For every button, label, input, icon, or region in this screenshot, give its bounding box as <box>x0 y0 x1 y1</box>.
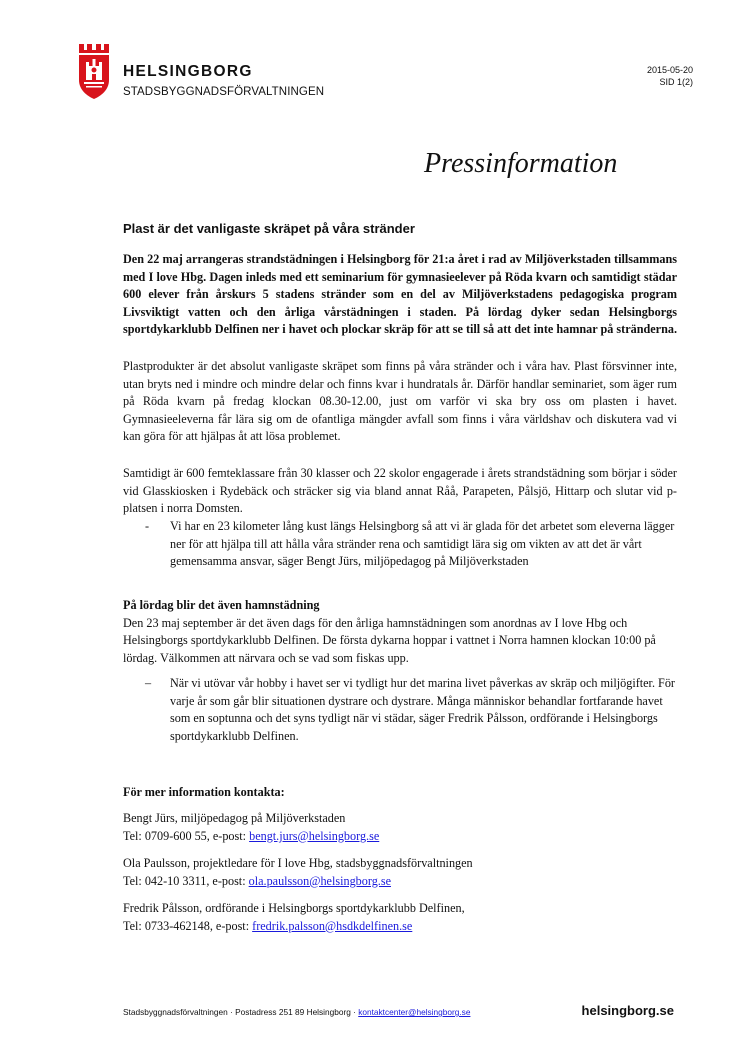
helsingborg-crown-shield-icon <box>77 44 111 100</box>
quote-1-dash: - <box>145 519 150 533</box>
contact-name: Ola Paulsson, projektledare för I love Hbg, stadsbyggnadsförvaltningen <box>123 856 473 870</box>
contact-phone-line <box>123 828 379 846</box>
contact-email-link[interactable]: ola.paulsson@helsingborg.se <box>248 873 391 888</box>
contacts-heading: För mer information kontakta: <box>123 785 285 799</box>
section-subheading: På lördag blir det även hamnstädning <box>123 598 320 612</box>
contact-email-link[interactable]: bengt.jurs@helsingborg.se <box>249 828 380 843</box>
quote-2-text: När vi utövar vår hobby i havet ser vi tydligt hur det marina livet påverkas av skräp och miljögifter. För varje år som går blir situationen dystrare och dystrare. Många människor behandlar fortfarande havet som en soptunna och det syns tydligt när vi städar, säger Fredrik Pålsson, ordförande i Helsingborgs sportdykarklubb Delfinen. <box>170 676 675 743</box>
body-paragraph-2: Samtidigt är 600 femteklassare från 30 klasser och 22 skolor engagerade i årets strandstädning som börjar i söder vid Glasskiosken i Rydebäck och sträcker sig via bland annat Råå, Parapeten, Pålsjö, Hittarp och slutar vid p-platsen i norra Domsten. <box>123 466 677 516</box>
contact-name: Bengt Jürs, miljöpedagog på Miljöverkstaden <box>123 811 346 825</box>
quote-2-dash: – <box>145 676 152 690</box>
headline: Plast är det vanligaste skräpet på våra stränder <box>123 221 415 236</box>
contact-email-link[interactable]: fredrik.palsson@hsdkdelfinen.se <box>252 918 413 933</box>
contact-item <box>123 900 465 935</box>
contact-phone-line <box>123 873 473 891</box>
date-block <box>647 64 693 88</box>
org-department: STADSBYGGNADSFÖRVALTNINGEN <box>123 86 325 98</box>
contact-item <box>123 855 473 890</box>
quote-1 <box>145 518 677 571</box>
lead-paragraph: Den 22 maj arrangeras strandstädningen i Helsingborg för 21:a året i rad av Miljöverkstaden tillsammans med I love Hbg. Dagen inleds med ett seminarium för gymnasieelever på Röda kvarn och samtidigt städar 600 elever från årskurs 5 stadens stränder som en del av Miljöverkstadens pedagogiska program Livsviktigt vatten och den årliga vårstädningen i staden. På lördag dyker sedan Helsingborgs sportdykarklubb Delfinen ner i havet och plockar skräp för att se till så att det inte hamnar på stränderna. <box>123 252 677 337</box>
page-number: SID 1(2) <box>659 77 693 87</box>
quote-2 <box>145 675 677 745</box>
contact-name: Fredrik Pålsson, ordförande i Helsingborgs sportdykarklubb Delfinen, <box>123 901 465 915</box>
footer-address-line <box>123 1007 470 1017</box>
document-date: 2015-05-20 <box>646 65 693 75</box>
contact-phone: Tel: 042-10 3311, e-post: <box>123 873 249 888</box>
footer-address: Stadsbyggnadsförvaltningen · Postadress 251 89 Helsingborg · <box>123 1007 359 1017</box>
section-hamnstadning <box>123 597 677 667</box>
contact-phone-line <box>123 918 465 936</box>
contact-phone: Tel: 0709-600 55, e-post: <box>123 828 250 843</box>
document-type-title: Pressinformation <box>424 148 618 179</box>
org-name: HELSINGBORG <box>123 63 253 80</box>
footer-email-link[interactable]: kontaktcenter@helsingborg.se <box>358 1007 471 1017</box>
footer-website: helsingborg.se <box>581 1003 674 1018</box>
contact-item <box>123 810 379 845</box>
body-paragraph-3: Den 23 maj september är det även dags för den årliga hamnstädningen som anordnas av I love Hbg och Helsingborgs sportdykarklubb Delfinen. De första dykarna hoppar i vattnet i Norra hamnen klockan 10:00 på lördag. Välkommen att närvara och se vad som fiskas upp. <box>123 615 656 665</box>
contact-phone: Tel: 0733-462148, e-post: <box>123 918 253 933</box>
quote-1-text: Vi har en 23 kilometer lång kust längs Helsingborg så att vi är glada för det arbetet som eleverna lägger ner för att hjälpa till att hålla våra stränder rena och samtidigt lära sig om vikten av att det är vårt gemensamma ansvar, säger Bengt Jürs, miljöpedagog på Miljöverkstaden <box>170 519 675 569</box>
body-paragraph-1: Plastprodukter är det absolut vanligaste skräpet som finns på våra stränder och i våra hav. Plast försvinner inte, utan bryts ned i mindre och mindre delar och finns kvar i hundratals år. Därför handlar seminariet, som äger rum på Röda kvarn på fredag klockan 08.30-12.00, just om varför vi ska bry oss om plasten i havet. Gymnasieeleverna får lära sig om de ofantliga mängder avfall som finns i våra världshav och diskutera vad vi kan göra för att hjälpas åt att lösa problemet. <box>123 359 677 444</box>
